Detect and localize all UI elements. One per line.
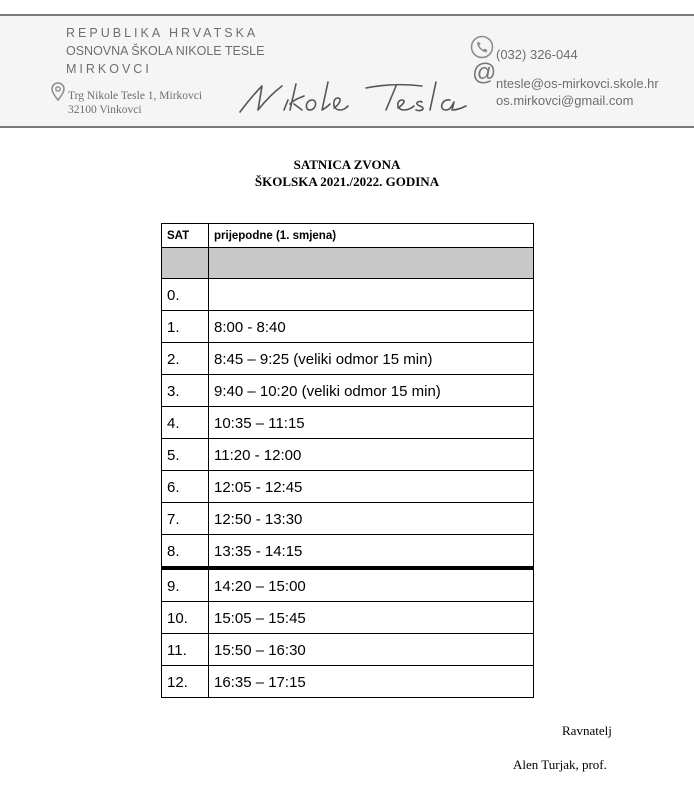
school-name: OSNOVNA ŠKOLA NIKOLE TESLE — [66, 44, 265, 58]
phone-icon — [470, 35, 494, 59]
table-row — [162, 375, 534, 407]
period-time — [209, 279, 534, 311]
period-time: 8:00 - 8:40 — [209, 311, 534, 343]
table-row — [162, 407, 534, 439]
period-number: 8. — [162, 535, 209, 569]
table-row — [162, 439, 534, 471]
document-subtitle: ŠKOLSKA 2021./2022. GODINA — [254, 174, 440, 189]
table-header-row — [162, 224, 534, 248]
email-icon: @ — [472, 59, 497, 86]
table-row — [162, 279, 534, 311]
period-time: 9:40 – 10:20 (veliki odmor 15 min) — [209, 375, 534, 407]
period-number: 11. — [162, 634, 209, 666]
letterhead — [0, 14, 694, 128]
town-name: MIRKOVCI — [66, 62, 152, 76]
table-row — [162, 311, 534, 343]
period-time — [209, 248, 534, 279]
bell-schedule-table — [161, 223, 534, 698]
period-number: 2. — [162, 343, 209, 375]
period-number: 3. — [162, 375, 209, 407]
address-line-1: Trg Nikole Tesle 1, Mirkovci — [68, 90, 203, 102]
period-time: 14:20 – 15:00 — [209, 568, 534, 602]
period-time: 12:50 - 13:30 — [209, 503, 534, 535]
nikola-tesla-signature — [236, 78, 468, 118]
period-time: 11:20 - 12:00 — [209, 439, 534, 471]
period-time: 15:05 – 15:45 — [209, 602, 534, 634]
table-row — [162, 503, 534, 535]
principal-name: Alen Turjak, prof. — [513, 757, 607, 772]
document-title: SATNICA ZVONA — [293, 157, 401, 172]
period-time: 12:05 - 12:45 — [209, 471, 534, 503]
period-time: 13:35 - 14:15 — [209, 535, 534, 569]
principal-title: Ravnatelj — [562, 723, 612, 738]
phone-number: (032) 326-044 — [496, 47, 578, 62]
location-pin-icon — [51, 82, 65, 102]
period-time: 10:35 – 11:15 — [209, 407, 534, 439]
table-row — [162, 248, 534, 279]
period-number: 6. — [162, 471, 209, 503]
period-number — [162, 248, 209, 279]
address-line-2: 32100 Vinkovci — [68, 104, 142, 116]
period-number: 10. — [162, 602, 209, 634]
email-primary: ntesle@os-mirkovci.skole.hr — [496, 76, 659, 91]
table-row — [162, 535, 534, 569]
country-name: REPUBLIKA HRVATSKA — [66, 26, 259, 40]
table-row — [162, 666, 534, 698]
column-header-shift: prijepodne (1. smjena) — [209, 224, 534, 248]
period-number: 1. — [162, 311, 209, 343]
period-time: 8:45 – 9:25 (veliki odmor 15 min) — [209, 343, 534, 375]
table-row — [162, 634, 534, 666]
column-header-sat: SAT — [162, 224, 209, 248]
table-row — [162, 343, 534, 375]
period-number: 4. — [162, 407, 209, 439]
table-row — [162, 471, 534, 503]
period-time: 15:50 – 16:30 — [209, 634, 534, 666]
period-time: 16:35 – 17:15 — [209, 666, 534, 698]
period-number: 5. — [162, 439, 209, 471]
period-number: 7. — [162, 503, 209, 535]
period-number: 12. — [162, 666, 209, 698]
table-row — [162, 602, 534, 634]
email-secondary: os.mirkovci@gmail.com — [496, 93, 634, 108]
period-number: 9. — [162, 568, 209, 602]
table-row — [162, 568, 534, 602]
period-number: 0. — [162, 279, 209, 311]
